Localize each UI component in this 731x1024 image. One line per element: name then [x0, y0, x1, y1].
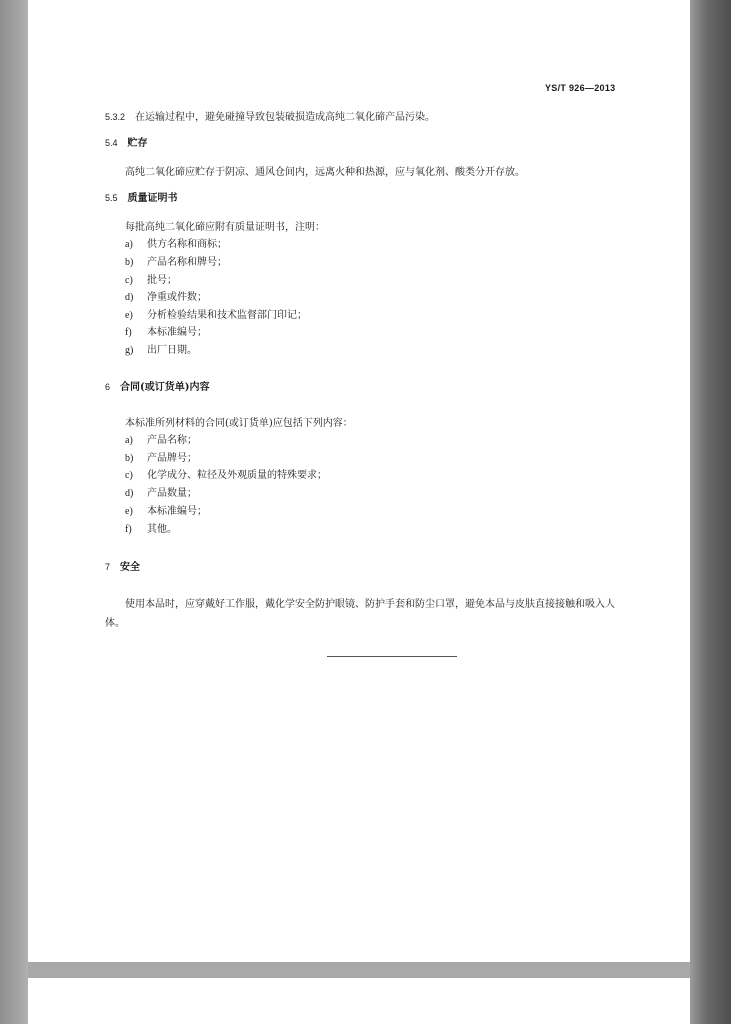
item-text: 产品牌号；: [147, 453, 197, 464]
item-letter: e): [125, 506, 133, 517]
document-page: [28, 0, 690, 962]
list-item: [125, 345, 197, 357]
item-letter: c): [125, 275, 133, 286]
item-text: 化学成分、粒径及外观质量的特殊要求；: [147, 470, 327, 481]
storage-text: 高纯二氧化碲应贮存于阴凉、通风仓间内，远离火种和热源，应与氧化剂、酸类分开存放。: [125, 167, 525, 178]
list-item: [125, 310, 307, 322]
item-letter: a): [125, 435, 133, 446]
item-text: 其他。: [147, 524, 177, 535]
list-item: [125, 524, 177, 536]
item-text: 分析检验结果和技术监督部门印记；: [147, 310, 307, 321]
list-item: [125, 275, 177, 287]
heading-6: [105, 381, 209, 394]
standard-code-header: YS/T 926—2013: [545, 83, 616, 93]
clause-title: 质量证明书: [127, 193, 178, 204]
list-item: [125, 470, 327, 482]
clause-number: 5.3.2: [105, 112, 126, 122]
item-letter: b): [125, 257, 134, 268]
list-item: [125, 239, 227, 251]
clause-title: 安全: [120, 562, 141, 573]
clause-number: 7: [105, 562, 111, 572]
list-item: [125, 453, 197, 465]
item-letter: a): [125, 239, 133, 250]
item-letter: f): [125, 327, 132, 338]
list-item: [125, 506, 207, 518]
item-text: 供方名称和商标；: [147, 239, 227, 250]
heading-5-5: [105, 192, 178, 205]
list-item: [125, 488, 197, 500]
heading-7: [105, 561, 140, 574]
list-item: [125, 257, 227, 269]
clause-number: 5.5: [105, 193, 118, 203]
item-letter: d): [125, 488, 134, 499]
contract-intro: 本标准所列材料的合同(或订货单)应包括下列内容：: [125, 418, 353, 429]
item-text: 批号；: [147, 275, 177, 286]
next-page: [28, 978, 690, 1024]
list-item: [125, 292, 207, 304]
item-text: 净重或件数；: [147, 292, 207, 303]
item-letter: b): [125, 453, 134, 464]
item-letter: g): [125, 345, 134, 356]
item-letter: e): [125, 310, 133, 321]
certificate-intro: 每批高纯二氧化碲应附有质量证明书，注明：: [125, 222, 325, 233]
item-text: 本标准编号；: [147, 506, 207, 517]
clause-number: 6: [105, 382, 111, 392]
safety-paragraph: 使用本品时，应穿戴好工作服，戴化学安全防护眼镜、防护手套和防尘口罩，避免本品与皮肤直接接触和吸入人体。: [105, 599, 615, 629]
viewer-scrollbar-track[interactable]: [690, 0, 731, 1024]
end-of-document-rule: [327, 656, 457, 657]
item-text: 产品名称；: [147, 435, 197, 446]
item-letter: c): [125, 470, 133, 481]
clause-title: 合同(或订货单)内容: [120, 382, 210, 393]
item-text: 本标准编号；: [147, 327, 207, 338]
clause-number: 5.4: [105, 138, 118, 148]
item-letter: f): [125, 524, 132, 535]
item-text: 出厂日期。: [147, 345, 197, 356]
clause-5-3-2: [105, 111, 435, 124]
clause-text: 在运输过程中，避免碰撞导致包装破损造成高纯二氧化碲产品污染。: [135, 112, 436, 123]
item-text: 产品名称和牌号；: [147, 257, 227, 268]
list-item: [125, 327, 207, 339]
item-text: 产品数量；: [147, 488, 197, 499]
item-letter: d): [125, 292, 134, 303]
clause-title: 贮存: [127, 138, 148, 149]
heading-5-4: [105, 137, 148, 150]
list-item: [125, 435, 197, 447]
viewer-background-left: [0, 0, 28, 1024]
